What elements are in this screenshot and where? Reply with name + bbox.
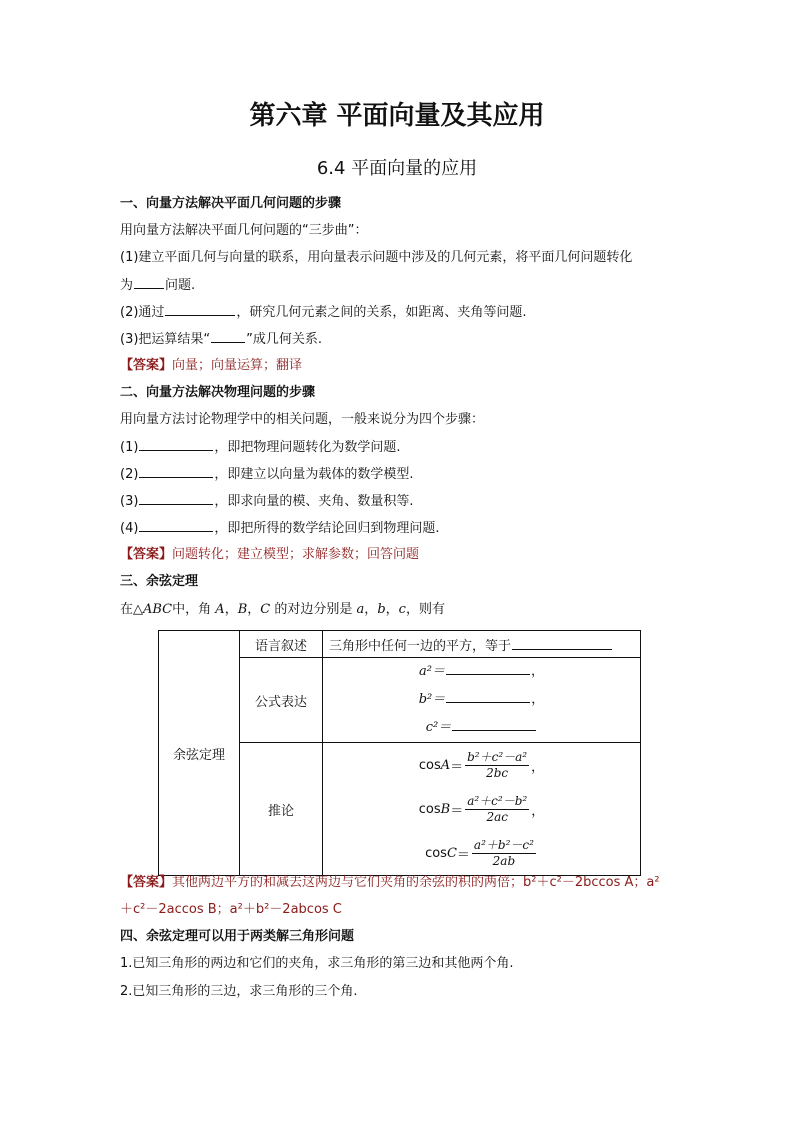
eq: ＝	[456, 847, 470, 863]
s3-intro-post: ，则有	[405, 602, 445, 617]
s2-step-text: ，即把物理问题转化为数学问题.	[214, 440, 401, 455]
s1-line1: (1)建立平面几何与向量的联系，用向量表示问题中涉及的几何元素，将平面几何问题转化	[120, 250, 633, 265]
eq: ＝	[450, 803, 464, 819]
angle-b: B	[237, 602, 248, 617]
triangle-name: ABC	[143, 602, 173, 617]
s1-answer-text: 向量；向量运算；翻译	[172, 358, 303, 373]
s1-line3-post: ”成几何关系.	[246, 332, 323, 347]
s3-answer-cont: ＋c²－2accos B；a²＋b²－2abcos C	[120, 902, 342, 917]
s3-heading: 三、余弦定理	[120, 574, 199, 589]
s2-step-text: ，即求向量的模、夹角、数量积等.	[214, 494, 414, 509]
s3-intro-mid2: 的对边分别是	[274, 602, 353, 617]
s3-answer-text1: 其他两边平方的和减去这两边与它们夹角的余弦的积的两倍；b²＋c²－2bccos A；a²	[172, 875, 660, 890]
numerator: a²＋c²－b²	[467, 793, 528, 808]
s3-answer	[120, 874, 660, 892]
s1-answer-label: 【答案】	[120, 358, 173, 373]
s2-step-num: (2)	[120, 467, 139, 482]
side-c: c	[398, 602, 406, 617]
formula-sep: ，	[530, 664, 544, 679]
s2-step	[120, 438, 401, 457]
s3-intro-pre: 在△	[120, 602, 143, 617]
s2-step-text: ，即把所得的数学结论回归到物理问题.	[214, 521, 440, 536]
s1-line1b-post: 问题.	[165, 278, 196, 293]
blank-step1	[139, 438, 213, 451]
corollary-label: 推论	[240, 743, 323, 876]
s4-item: 2.已知三角形的三边，求三角形的三个角.	[120, 984, 358, 999]
blank-lang	[512, 637, 612, 650]
cos-fn: cos	[425, 845, 447, 861]
formula-line	[323, 714, 640, 742]
formula-line	[323, 686, 640, 714]
blank-2	[165, 303, 235, 316]
s1-line2	[120, 303, 527, 322]
angle-c: C	[260, 602, 271, 617]
s2-answer-label: 【答案】	[120, 547, 173, 562]
s1-line3-pre: (3)把运算结果“	[120, 332, 211, 347]
s2-step-text: ，即建立以向量为载体的数学模型.	[214, 467, 414, 482]
formula-sep: ，	[531, 692, 545, 707]
sep: ，	[364, 602, 378, 617]
cosine-law-table	[158, 630, 641, 876]
formula-lhs: b²＝	[418, 692, 446, 707]
s3-intro-mid1: 中，角	[172, 602, 212, 617]
s2-step	[120, 492, 414, 511]
s4-item: 1.已知三角形的两边和它们的夹角，求三角形的第三边和其他两个角.	[120, 956, 514, 971]
cos-fn: cos	[418, 757, 441, 773]
corollary-line	[323, 787, 640, 831]
fraction	[465, 794, 529, 825]
s2-step-num: (1)	[120, 440, 139, 455]
lang-label: 语言叙述	[240, 631, 323, 658]
corollary-cell	[323, 743, 641, 876]
fraction	[472, 838, 536, 869]
formula-lhs: a²＝	[419, 664, 445, 679]
s1-line2-post: ，研究几何元素之间的关系，如距离、夹角等问题.	[236, 305, 527, 320]
blank-1	[134, 276, 164, 289]
eq: ＝	[450, 759, 464, 775]
table-row-header: 余弦定理	[159, 631, 240, 876]
corollary-line	[323, 831, 640, 875]
s1-line1b-pre: 为	[120, 278, 134, 293]
formula-label: 公式表达	[240, 658, 323, 743]
numerator: b²＋c²－a²	[467, 749, 528, 764]
sep: ，	[224, 602, 238, 617]
s2-step-num: (3)	[120, 494, 139, 509]
blank-step2	[139, 465, 213, 478]
s1-line2-pre: (2)通过	[120, 305, 165, 320]
formula-blank	[446, 662, 530, 675]
s3-intro	[120, 601, 445, 619]
denominator: 2bc	[486, 765, 509, 780]
blank-3	[211, 330, 245, 343]
s3-answer-label: 【答案】	[120, 875, 173, 890]
formula-cell	[323, 658, 641, 743]
sep: ，	[531, 803, 545, 819]
s2-step	[120, 465, 414, 484]
s2-heading: 二、向量方法解决物理问题的步骤	[120, 385, 316, 400]
lang-cell	[323, 631, 641, 658]
s1-line3	[120, 330, 322, 349]
s1-answer	[120, 357, 302, 375]
cos-var: B	[440, 801, 451, 817]
formula-line	[323, 658, 640, 686]
denominator: 2ab	[492, 853, 516, 868]
s2-answer-text: 问题转化；建立模型；求解参数；回答问题	[172, 547, 420, 562]
s4-heading: 四、余弦定理可以用于两类解三角形问题	[120, 929, 355, 944]
s1-heading: 一、向量方法解决平面几何问题的步骤	[120, 196, 342, 211]
cos-fn: cos	[418, 801, 441, 817]
sep: ，	[531, 759, 545, 775]
s2-step-num: (4)	[120, 521, 139, 536]
lang-text: 三角形中任何一边的平方，等于	[329, 638, 512, 654]
s2-answer	[120, 546, 419, 564]
numerator: a²＋b²－c²	[473, 837, 534, 852]
s1-line1b	[120, 276, 195, 295]
s1-intro: 用向量方法解决平面几何问题的“三步曲”：	[120, 223, 368, 238]
formula-blank	[452, 718, 536, 731]
side-b: b	[377, 602, 386, 617]
chapter-title: 第六章 平面向量及其应用	[249, 101, 545, 131]
formula-blank	[446, 690, 530, 703]
fraction	[465, 750, 529, 781]
blank-step3	[139, 492, 213, 505]
side-a: a	[356, 602, 365, 617]
sep: ，	[385, 602, 399, 617]
section-title: 6.4 平面向量的应用	[316, 158, 478, 179]
blank-step4	[139, 519, 213, 532]
cos-var: C	[446, 845, 457, 861]
s2-step	[120, 519, 440, 538]
s2-intro: 用向量方法讨论物理学中的相关问题，一般来说分为四个步骤：	[120, 412, 485, 427]
denominator: 2ac	[486, 809, 508, 824]
corollary-line	[323, 743, 640, 787]
formula-lhs: c²＝	[425, 720, 452, 735]
cos-var: A	[440, 757, 451, 773]
sep: ，	[247, 602, 261, 617]
angle-a: A	[215, 602, 225, 617]
